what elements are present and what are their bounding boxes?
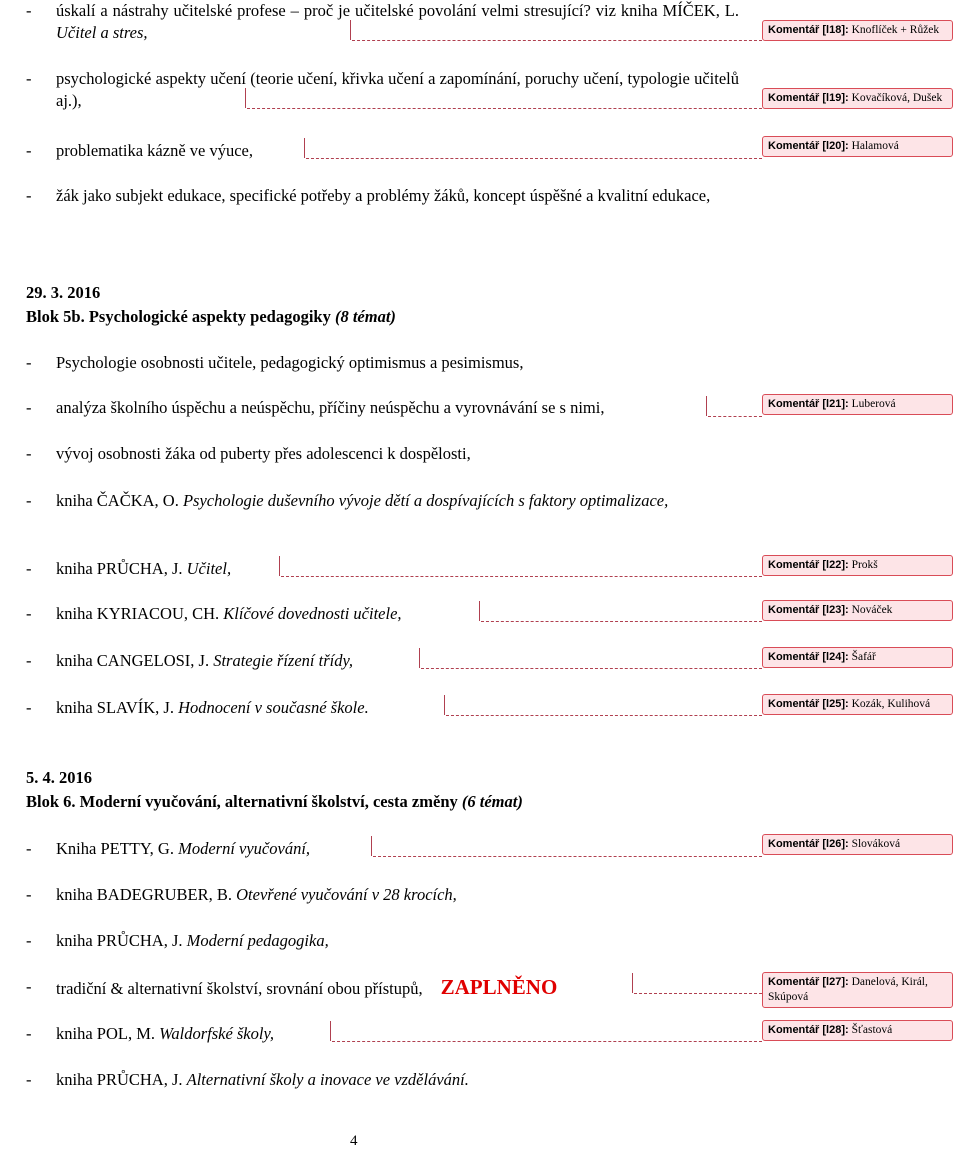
comment-anchor: [279, 556, 280, 576]
comment-anchor: [245, 88, 246, 108]
comment-balloon[interactable]: [762, 20, 953, 41]
comment-label: Komentář [l20]:: [768, 140, 849, 152]
block-heading: Blok 6. Moderní vyučování, alternativní školství, cesta změny (6 témat): [26, 792, 523, 811]
comment-balloon[interactable]: [762, 600, 953, 621]
comment-label: Komentář [l19]:: [768, 92, 849, 104]
comment-text: Prokš: [848, 559, 878, 571]
comment-leader-line: [352, 40, 762, 41]
comment-anchor: [444, 695, 445, 715]
list-item-text: vývoj osobnosti žáka od puberty přes adolescenci k dospělosti,: [56, 444, 471, 463]
comment-text: Šťastová: [848, 1024, 893, 1036]
list-dash: -: [26, 1070, 32, 1089]
comment-leader-line: [306, 158, 762, 159]
list-item-text: žák jako subjekt edukace, specifické potřeby a problémy žáků, koncept úspěšné a kvalitní edukace,: [56, 186, 711, 205]
comment-leader-line: [281, 576, 762, 577]
list-dash: -: [26, 839, 32, 858]
block-heading: Blok 5b. Psychologické aspekty pedagogiky (8 témat): [26, 307, 396, 326]
comment-balloon[interactable]: [762, 1020, 953, 1041]
comment-balloon[interactable]: [762, 88, 953, 109]
list-dash: -: [26, 698, 32, 717]
comment-balloon[interactable]: [762, 834, 953, 855]
full-status-flag: ZAPLNĚNO: [440, 975, 558, 999]
comment-balloon[interactable]: [762, 694, 953, 715]
comment-text: Kozák, Kulihová: [848, 698, 931, 710]
comment-label: Komentář [l18]:: [768, 24, 849, 36]
list-item-text: kniha PRŮCHA, J. Alternativní školy a inovace ve vzdělávání.: [56, 1070, 469, 1089]
comment-text: Halamová: [848, 140, 899, 152]
comment-leader-line: [481, 621, 762, 622]
comment-label: Komentář [l27]:: [768, 976, 849, 988]
list-dash: -: [26, 1, 32, 20]
list-dash: -: [26, 186, 32, 205]
comment-leader-line: [247, 108, 762, 109]
list-item-text: tradiční & alternativní školství, srovnání obou přístupů, ZAPLNĚNO: [56, 975, 558, 999]
comment-anchor: [479, 601, 480, 621]
comment-label: Komentář [l28]:: [768, 1024, 849, 1036]
comment-text: Knoflíček + Růžek: [848, 24, 940, 36]
list-dash: -: [26, 69, 32, 88]
comment-anchor: [304, 138, 305, 158]
list-item-text: kniha PRŮCHA, J. Učitel,: [56, 559, 232, 578]
list-dash: -: [26, 491, 32, 510]
comment-leader-line: [446, 715, 762, 716]
list-item-text: Kniha PETTY, G. Moderní vyučování,: [56, 839, 311, 858]
comment-label: Komentář [l26]:: [768, 838, 849, 850]
comment-label: Komentář [l25]:: [768, 698, 849, 710]
comment-label: Komentář [l24]:: [768, 651, 849, 663]
comment-label: Komentář [l22]:: [768, 559, 849, 571]
comment-leader-line: [708, 416, 762, 417]
list-item-text: kniha SLAVÍK, J. Hodnocení v současné škole.: [56, 698, 369, 717]
list-item-text: analýza školního úspěchu a neúspěchu, příčiny neúspěchu a vyrovnávání se s nimi,: [56, 398, 605, 417]
comment-balloon[interactable]: [762, 394, 953, 415]
comment-text: Luberová: [848, 398, 896, 410]
comment-text: Slováková: [848, 838, 901, 850]
comment-anchor: [330, 1021, 331, 1041]
comment-anchor: [706, 396, 707, 416]
comment-anchor: [371, 836, 372, 856]
list-dash: -: [26, 604, 32, 623]
list-dash: -: [26, 141, 32, 160]
comment-text: Nováček: [848, 604, 893, 616]
comment-balloon[interactable]: [762, 555, 953, 576]
comment-leader-line: [421, 668, 762, 669]
list-dash: -: [26, 398, 32, 417]
comment-balloon[interactable]: [762, 647, 953, 668]
comment-label: Komentář [l23]:: [768, 604, 849, 616]
comment-anchor: [419, 648, 420, 668]
list-dash: -: [26, 931, 32, 950]
list-item-text: psychologické aspekty učení (teorie učení, křivka učení a zapomínání, poruchy učení, typologie učitelů aj.),: [56, 69, 739, 110]
list-dash: -: [26, 353, 32, 372]
list-item-text: kniha ČAČKA, O. Psychologie duševního vývoje dětí a dospívajících s faktory optimalizace,: [56, 491, 669, 510]
comment-leader-line: [332, 1041, 762, 1042]
comment-balloon[interactable]: [762, 136, 953, 157]
comment-leader-line: [373, 856, 762, 857]
list-dash: -: [26, 977, 32, 996]
list-item-text: problematika kázně ve výuce,: [56, 141, 253, 160]
list-dash: -: [26, 651, 32, 670]
block-date: 5. 4. 2016: [26, 768, 92, 787]
list-dash: -: [26, 559, 32, 578]
list-item-text: kniha PRŮCHA, J. Moderní pedagogika,: [56, 931, 329, 950]
list-item-text: kniha POL, M. Waldorfské školy,: [56, 1024, 275, 1043]
comment-text: Šafář: [848, 651, 876, 663]
comment-label: Komentář [l21]:: [768, 398, 849, 410]
list-item-text: kniha CANGELOSI, J. Strategie řízení třídy,: [56, 651, 353, 670]
comment-text: Kovačíková, Dušek: [848, 92, 943, 104]
list-dash: -: [26, 444, 32, 463]
comment-balloon[interactable]: [762, 972, 953, 1008]
list-item-text: Psychologie osobnosti učitele, pedagogický optimismus a pesimismus,: [56, 353, 524, 372]
block-date: 29. 3. 2016: [26, 283, 101, 302]
list-item-text: kniha BADEGRUBER, B. Otevřené vyučování v 28 krocích,: [56, 885, 457, 904]
comment-anchor: [632, 973, 633, 993]
list-dash: -: [26, 1024, 32, 1043]
list-item-text: kniha KYRIACOU, CH. Klíčové dovednosti učitele,: [56, 604, 402, 623]
page-number: 4: [350, 1133, 358, 1149]
list-dash: -: [26, 885, 32, 904]
list-item-text: úskalí a nástrahy učitelské profese – proč je učitelské povolání velmi stresující? viz kniha MÍČEK, L. Učitel a stres,: [56, 1, 739, 42]
comment-text: Danelová, Királ, Skúpová: [768, 976, 928, 1003]
comment-leader-line: [634, 993, 762, 994]
comment-anchor: [350, 20, 351, 40]
